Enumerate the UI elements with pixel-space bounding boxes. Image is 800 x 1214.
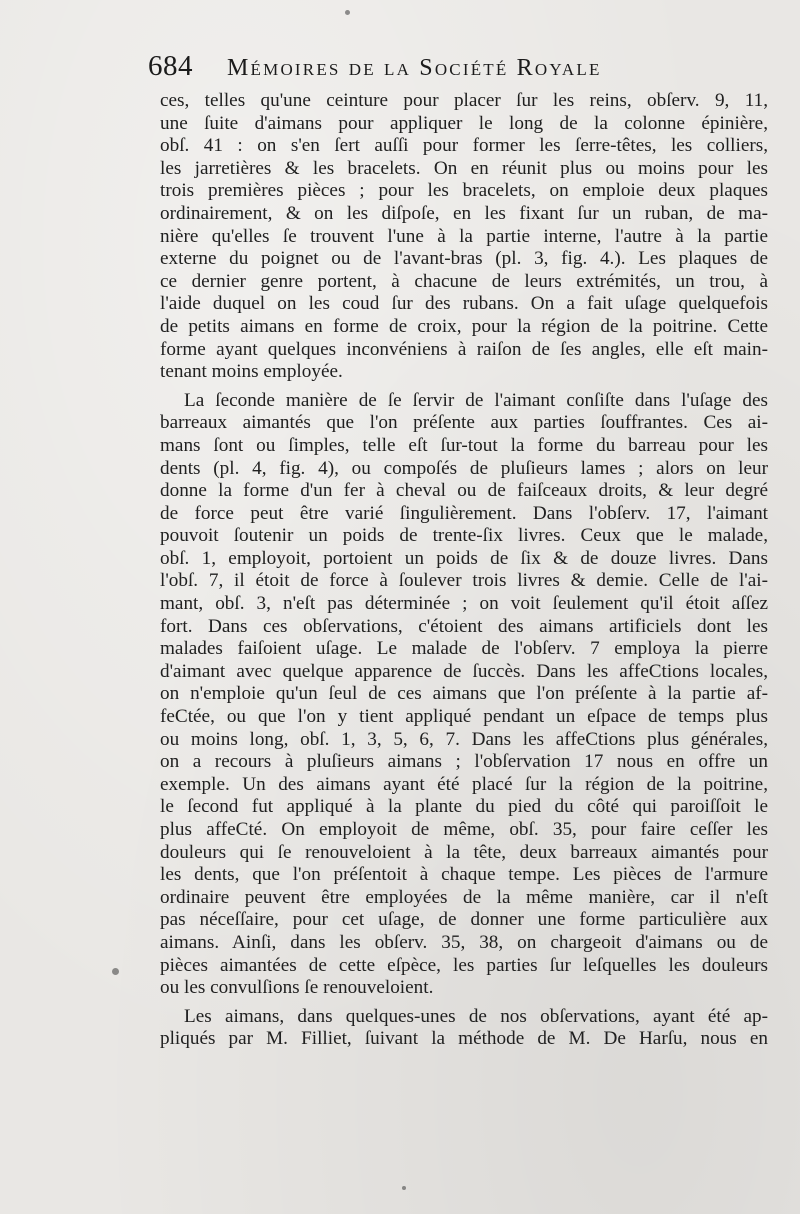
text-line: obſ. 1, employoit, portoient un poids de ſix & de douze livres. Dans	[160, 547, 768, 569]
text-line: de petits aimans en forme de croix, pour la région de la poitrine. Cette	[160, 315, 768, 337]
paragraph	[160, 90, 768, 384]
text-line: trois premières pièces ; pour les bracelets, on emploie deux plaques	[160, 180, 768, 202]
text-line: donne la forme d'un fer à cheval ou de faiſceaux droits, & leur degré	[160, 480, 768, 502]
text-line: ordinairement, & on les diſpoſe, en les fixant ſur un ruban, de ma-	[160, 202, 768, 224]
text-line: l'obſ. 7, il étoit de force à ſoulever trois livres & demie. Celle de l'ai-	[160, 570, 768, 592]
page-number: 684	[148, 50, 193, 82]
ink-speck	[112, 968, 119, 975]
text-line: barreaux aimantés que l'on préſente aux parties ſouffrantes. Ces ai-	[160, 412, 768, 434]
text-line: d'aimant avec quelque apparence de ſuccès. Dans les affeCtions locales,	[160, 660, 768, 682]
text-line: douleurs qui ſe renouveloient à la tête, deux barreaux aimantés pour	[160, 841, 768, 863]
text-line: forme ayant quelques inconvéniens à raiſon de ſes angles, elle eſt main-	[160, 338, 768, 360]
text-line: exemple. Un des aimans ayant été placé ſur la région de la poitrine,	[160, 773, 768, 795]
text-line: ordinaire peuvent être employées de la même manière, car il n'eſt	[160, 886, 768, 908]
text-line: on n'emploie qu'un ſeul de ces aimans que l'on préſente à la partie af-	[160, 683, 768, 705]
body-text	[160, 90, 768, 1051]
text-line: malades faiſoient uſage. Le malade de l'obſerv. 7 employa la pierre	[160, 638, 768, 660]
text-line: feCtée, ou que l'on y tient appliqué pendant un eſpace de temps plus	[160, 706, 768, 728]
text-line: plus affeCté. On employoit de même, obſ. 35, pour faire ceſſer les	[160, 819, 768, 840]
text-line: fort. Dans ces obſervations, c'étoient des aimans artificiels dont les	[160, 615, 768, 637]
text-line: le ſecond fut appliqué à la plante du pied du côté qui paroiſſoit le	[160, 796, 768, 818]
text-line: externe du poignet ou de l'avant-bras (pl. 3, fig. 4.). Les plaques de	[160, 248, 768, 270]
text-line: obſ. 41 : on s'en ſert auſſi pour former les ſerre-têtes, les colliers,	[160, 135, 768, 157]
text-line: ce dernier genre portent, à chacune de leurs extrémités, un trou, à	[160, 270, 768, 292]
page-header	[148, 50, 768, 90]
text-line: une ſuite d'aimans pour appliquer le long de la colonne épinière,	[160, 112, 768, 134]
text-line: nière qu'elles ſe trouvent l'une à la partie interne, l'autre à la partie	[160, 225, 768, 247]
ink-speck	[402, 1186, 406, 1190]
text-line: mans ſont ou ſimples, telle eſt ſur-tout la forme du barreau pour les	[160, 434, 768, 456]
ink-speck	[345, 10, 350, 15]
text-line: aimans. Ainſi, dans les obſerv. 35, 38, on chargeoit d'aimans ou de	[160, 931, 768, 953]
text-line: pas néceſſaire, pour cet uſage, de donner une forme particulière aux	[160, 909, 768, 931]
text-line: les dents, que l'on préſentoit à chaque tempe. Les pièces de l'armure	[160, 864, 768, 886]
text-line: l'aide duquel on les coud ſur des rubans. On a fait uſage quelquefois	[160, 293, 768, 315]
text-line: La ſeconde manière de ſe ſervir de l'aimant conſiſte dans l'uſage des	[184, 389, 768, 411]
text-line: dents (pl. 4, fig. 4), ou compoſés de pluſieurs lames ; alors on leur	[160, 457, 768, 479]
text-line: ces, telles qu'une ceinture pour placer ſur les reins, obſerv. 9, 11,	[160, 90, 768, 111]
text-line: pliqués par M. Filliet, ſuivant la méthode de M. De Harſu, nous en	[160, 1028, 768, 1050]
text-line: tenant moins employée.	[160, 361, 343, 383]
text-line: de force peut être varié ſingulièrement. Dans l'obſerv. 17, l'aimant	[160, 502, 768, 524]
paragraph	[160, 1006, 768, 1051]
text-line: Les aimans, dans quelques-unes de nos obſervations, ayant été ap-	[184, 1005, 768, 1027]
text-line: pièces aimantées de cette eſpèce, les parties ſur leſquelles les douleurs	[160, 954, 768, 976]
text-line: ou les convulſions ſe renouveloient.	[160, 977, 434, 999]
paragraph	[160, 390, 768, 1000]
text-line: ou moins long, obſ. 1, 3, 5, 6, 7. Dans les affeCtions plus générales,	[160, 728, 768, 750]
text-line: les jarretières & les bracelets. On en réunit plus ou moins pour les	[160, 157, 768, 179]
text-line: on a recours à pluſieurs aimans ; l'obſervation 17 nous en offre un	[160, 751, 768, 773]
text-line: pouvoit ſoutenir un poids de trente-ſix livres. Ceux que le malade,	[160, 525, 768, 547]
running-head: Mémoires de la Société Royale	[227, 55, 602, 81]
text-line: mant, obſ. 3, n'eſt pas déterminée ; on voit ſeulement qu'il étoit aſſez	[160, 593, 768, 615]
